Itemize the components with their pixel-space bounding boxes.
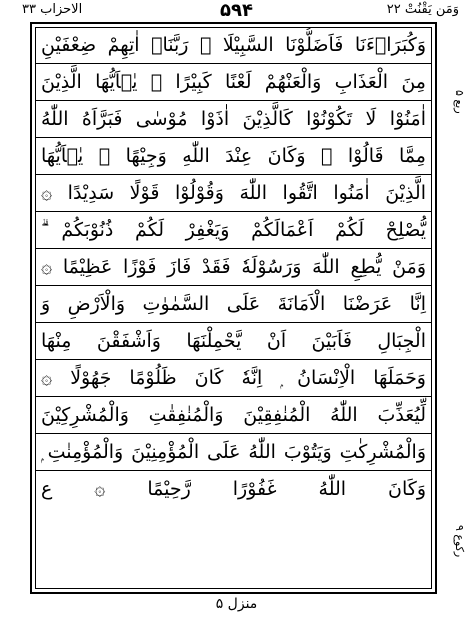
text-line-3: اٰمَنُوْا لَا تَكُوْنُوْا كَالَّذِيْنَ اٰذَوْا مُوْسٰى فَبَرَّاَهُ اللّٰهُ <box>35 101 432 138</box>
juz-name-header: وَمَن يَقْنُتْ ٢٢ <box>386 2 459 17</box>
text-line-10: وَحَمَلَهَا الْاِنْسَانُ ۭ اِنَّهٗ كَانَ ظَلُوْمًا جَهُوْلًا ۞ <box>35 360 432 397</box>
text-line-1: وَكُبَرَاۤءَنَا فَاَضَلُّوْنَا السَّبِيْلَا ۞ رَبَّنَاۤ اٰتِهِمْ ضِعْفَيْنِ <box>35 27 432 64</box>
text-line-9: الْجِبَالِ فَاَبَيْنَ اَنْ يَّحْمِلْنَهَا وَاَشْفَقْنَ مِنْهَا <box>35 323 432 360</box>
text-line-11: لِّيُعَذِّبَ اللّٰهُ الْمُنٰفِقِيْنَ وَالْمُنٰفِقٰتِ وَالْمُشْرِكِيْنَ <box>35 397 432 434</box>
text-line-5: الَّذِيْنَ اٰمَنُوا اتَّقُوا اللّٰهَ وَقُوْلُوْا قَوْلًا سَدِيْدًا ۞ <box>35 175 432 212</box>
text-line-4: مِمَّا قَالُوْا ۚ وَكَانَ عِنْدَ اللّٰهِ وَجِيْهًا ۞ يٰۤاَيُّهَا <box>35 138 432 175</box>
margin-note-rub: ربع ۵ <box>453 90 466 114</box>
page-number: ۵۹۴ <box>220 0 253 21</box>
text-line-2: مِنَ الْعَذَابِ وَالْعَنْهُمْ لَعْنًا كَبِيْرًا ۞ يٰۤاَيُّهَا الَّذِيْنَ <box>35 64 432 101</box>
text-line-8: اِنَّا عَرَضْنَا الْاَمَانَةَ عَلَى السَّمٰوٰتِ وَالْاَرْضِ وَ <box>35 286 432 323</box>
text-line-12: وَالْمُشْرِكٰتِ وَيَتُوْبَ اللّٰهُ عَلَى الْمُؤْمِنِيْنَ وَالْمُؤْمِنٰتِ ۭ <box>35 434 432 471</box>
manzil-footer: منزل ۵ <box>215 596 258 612</box>
margin-note-ruku: ركوع ۹ <box>453 525 466 558</box>
text-line-13: وَكَانَ اللّٰهُ غَفُوْرًا رَّحِيْمًا ۞ ع <box>41 478 426 500</box>
surah-name-header: الاحزاب ٣٣ <box>22 2 83 17</box>
text-block <box>35 27 432 508</box>
text-line-7: وَمَنْ يُّطِعِ اللّٰهَ وَرَسُوْلَهٗ فَقَدْ فَازَ فَوْزًا عَظِيْمًا ۞ <box>35 249 432 286</box>
text-line-6: يُّصْلِحْ لَكُمْ اَعْمَالَكُمْ وَيَغْفِرْ لَكُمْ ذُنُوْبَكُمْ ۗ <box>35 212 432 249</box>
